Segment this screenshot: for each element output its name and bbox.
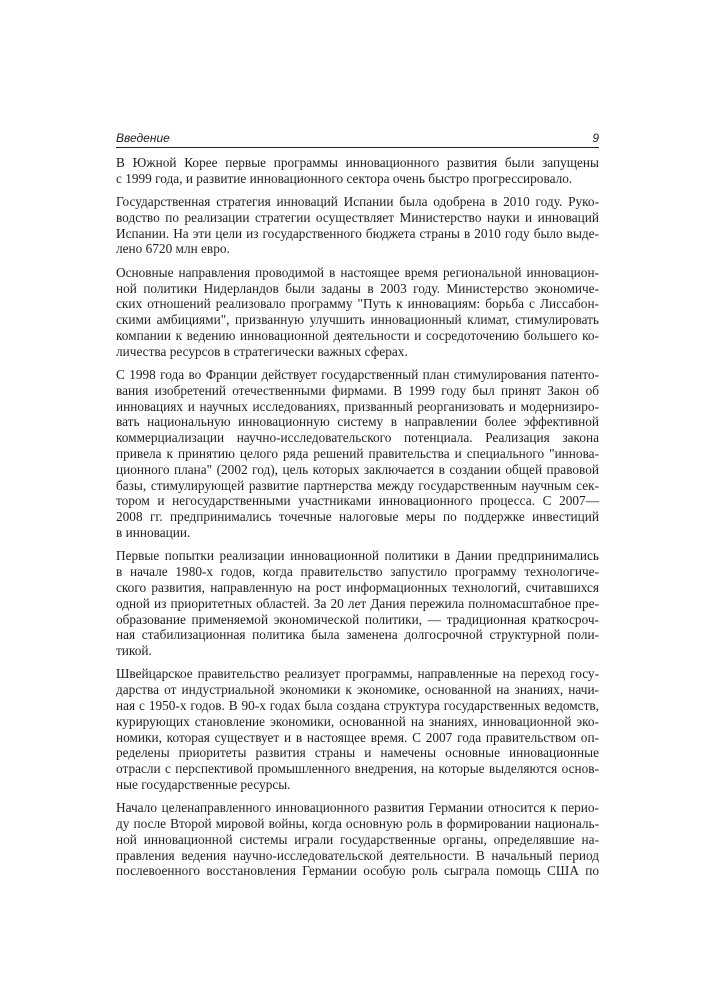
paragraph [116,367,599,541]
text-line: вать национальную инновационную систему в направлении более эффективной [116,414,599,430]
text-line: ду после Второй мировой войны, когда основную роль в формировании националь- [116,816,599,832]
running-header [116,131,599,148]
paragraph [116,548,599,659]
text-line: номики, которая существует и в настоящее время. С 2007 года правительством оп- [116,729,599,745]
paragraph [116,194,599,257]
text-line: курирующих становление экономики, основанной на знаниях, инновационной эко- [116,713,599,729]
paragraph [116,800,599,879]
paragraph [116,265,599,360]
text-line: личества ресурсов в стратегически важных сферах. [116,343,408,359]
paragraph [116,666,599,792]
text-line: ной инновационной системы играли государственные органы, определявшие на- [116,831,599,847]
text-line: ная с 1950-х годов. В 90-х годах была создана структура государственных ведомств, [116,698,599,713]
text-line: ная стабилизационная политика была заменена долгосрочной структурной поли- [116,627,599,643]
text-line: Первые попытки реализации инновационной политики в Дании предпринимались [116,548,599,564]
text-line: правления ведения научно-исследовательской деятельности. В начальный период [116,847,599,863]
text-line: ционного плана" (2002 год), цель которых заключается в создании общей правовой [116,461,599,477]
page-number: 9 [592,131,599,145]
text-line: ского развития, направленную на рост информационных технологий, считавшихся [116,579,599,595]
text-line: ских отношений реализовало программу "Путь к инновациям: борьба с Лиссабон- [116,296,599,312]
text-line: лено 6720 млн евро. [116,241,230,257]
text-line: одной из приоритетных областей. За 20 лет Дания пережила полномасштабное пре- [116,595,599,611]
text-line: привела к принятию целого ряда решений правительства и специального "иннова- [116,446,599,462]
text-line: компании к ведению инновационной деятельности и сосредоточению большего ко- [116,327,599,343]
text-line: инновациях и научных исследованиях, призванный реорганизовать и модернизиро- [116,398,599,414]
text-line: С 1998 года во Франции действует государственный план стимулирования патенто- [116,367,599,383]
text-line: водство по реализации стратегии осуществляет Министерство науки и инноваций [116,209,599,225]
text-line: скими амбициями", призванную улучшить инновационный климат, стимулировать [116,312,599,328]
text-line: ные государственные ресурсы. [116,776,291,792]
text-line: Швейцарское правительство реализует программы, направленные на переход госу- [116,666,599,682]
text-line: В Южной Корее первые программы инновационного развития были запущены [116,155,599,170]
text-line: в начале 1980-х годов, когда правительство запустило программу технологиче- [116,564,599,580]
text-line: вания изобретений отечественными фирмами. В 1999 году был принят Закон об [116,382,599,398]
text-line: послевоенного восстановления Германии особую роль сыграла помощь США по [116,863,599,879]
text-line: образование применяемой экономической политики, — традиционная краткосроч- [116,611,599,627]
text-line: тором и негосударственными участниками инновационного процесса. С 2007— [116,493,599,509]
section-title: Введение [116,131,170,145]
text-line: с 1999 года, и развитие инновационного сектора очень быстро прогрессировало. [116,170,573,186]
text-line: коммерциализации научно-исследовательского потенциала. Реализация закона [116,430,599,446]
text-line: ной политики Нидерландов были заданы в 2003 году. Министерство экономиче- [116,280,599,296]
text-line: Испании. На эти цели из государственного бюджета страны в 2010 году было выде- [116,225,599,241]
text-line: дарства от индустриальной экономики к экономике, основанной на знаниях, начи- [116,682,599,698]
text-line: Государственная стратегия инноваций Испании была одобрена в 2010 году. Руко- [116,194,599,210]
text-line: базы, стимулирующей развитие партнерства между государственным научным сек- [116,477,599,493]
paragraph [116,155,599,187]
page-body [116,155,599,887]
text-line: Начало целенаправленного инновационного развития Германии относится к перио- [116,800,599,816]
text-line: в инновации. [116,525,191,541]
text-line: 2008 гг. предпринимались точечные налоговые меры по поддержке инвестиций [116,509,599,525]
text-line: отрасли с перспективой промышленного внедрения, на которые выделяются основ- [116,761,599,777]
text-line: Основные направления проводимой в настоящее время региональной инновацион- [116,264,599,280]
text-line: тикой. [116,643,152,659]
text-line: ределены приоритеты развития страны и намечены основные инновационные [116,745,599,761]
